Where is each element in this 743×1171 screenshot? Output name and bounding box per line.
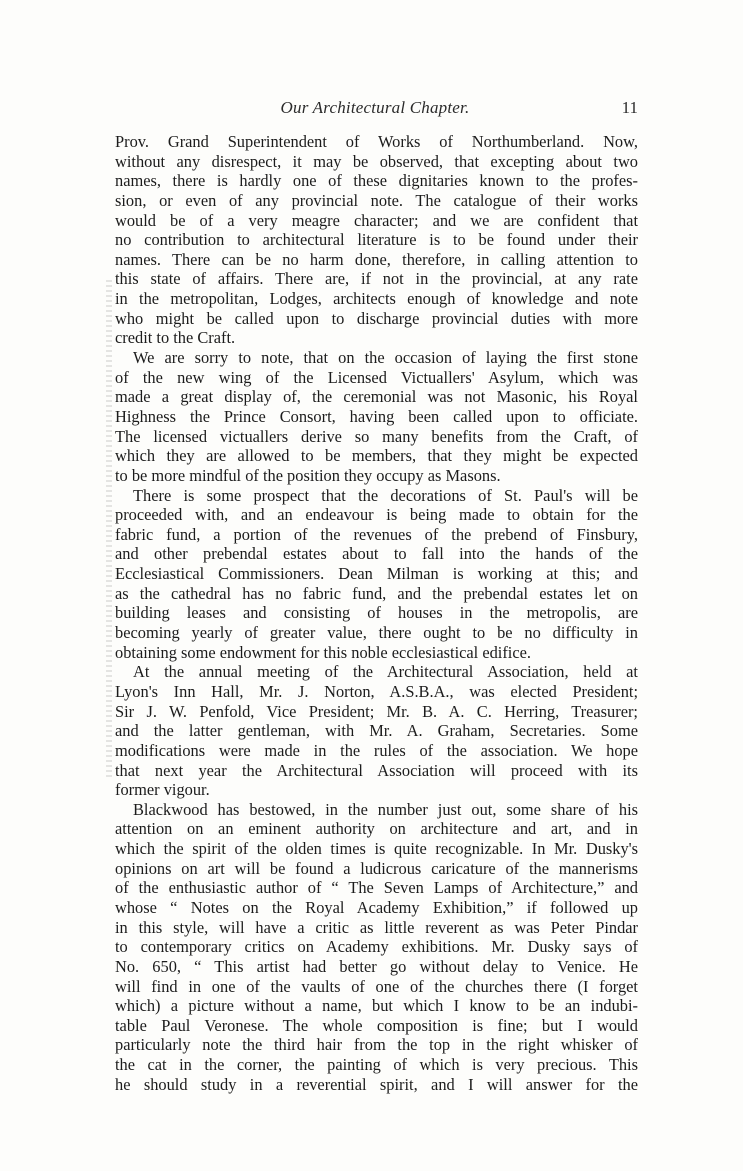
text-line: credit to the Craft.: [115, 328, 236, 348]
text-line: Ecclesiastical Commissioners. Dean Milman is working at this; and: [115, 564, 638, 584]
text-line: No. 650, “ This artist had better go without delay to Venice. He: [115, 956, 638, 976]
text-line: no contribution to architectural literature is to be found under their: [115, 230, 638, 250]
text-line: Lyon's Inn Hall, Mr. J. Norton, A.S.B.A., was elected President;: [115, 681, 638, 701]
text-line: particularly note the third hair from the top in the right whisker of: [115, 1035, 638, 1055]
text-line: of the enthusiastic author of “ The Seven Lamps of Architecture,” and: [115, 878, 638, 898]
text-line: Prov. Grand Superintendent of Works of Northumberland. Now,: [115, 132, 638, 151]
text-line: and the latter gentleman, with Mr. A. Graham, Secretaries. Some: [115, 721, 638, 741]
text-line: There is some prospect that the decorations of St. Paul's will be: [133, 485, 638, 505]
text-line: of the new wing of the Licensed Victuallers' Asylum, which was: [115, 367, 638, 387]
text-line: will find in one of the vaults of one of the churches there (I forget: [115, 976, 638, 996]
text-line: At the annual meeting of the Architectural Association, held at: [133, 662, 638, 682]
text-line: modifications were made in the rules of the association. We hope: [115, 740, 638, 760]
text-line: Sir J. W. Penfold, Vice President; Mr. B. A. C. Herring, Treasurer;: [115, 701, 638, 721]
running-title: Our Architectural Chapter.: [280, 98, 470, 117]
text-line: Highness the Prince Consort, having been called upon to officiate.: [115, 406, 638, 426]
text-line: attention on an eminent authority on architecture and art, and in: [115, 819, 638, 839]
text-line: fabric fund, a portion of the revenues of the prebend of Finsbury,: [115, 524, 638, 544]
page-header: [112, 98, 638, 124]
text-line: the cat in the corner, the painting of which is very precious. This: [115, 1055, 638, 1075]
page-number: 11: [621, 98, 638, 117]
body-text: [115, 132, 638, 1094]
text-line: opinions on art will be found a ludicrous caricature of the mannerisms: [115, 858, 638, 878]
text-line: who might be called upon to discharge provincial duties with more: [115, 308, 638, 328]
text-line: made a great display of, the ceremonial was not Masonic, his Royal: [115, 387, 638, 407]
text-line: in the metropolitan, Lodges, architects enough of knowledge and note: [115, 289, 638, 309]
text-line: Blackwood has bestowed, in the number just out, some share of his: [133, 799, 638, 819]
text-line: becoming yearly of greater value, there ought to be no difficulty in: [115, 623, 638, 643]
text-line: former vigour.: [115, 780, 210, 800]
text-line: names, there is hardly one of these dignitaries known to the profes-: [115, 171, 638, 191]
text-line: would be of a very meagre character; and we are confident that: [115, 210, 638, 230]
text-line: to contemporary critics on Academy exhibitions. Mr. Dusky says of: [115, 937, 638, 957]
text-line: this state of affairs. There are, if not in the provincial, at any rate: [115, 269, 638, 289]
text-line: table Paul Veronese. The whole composition is fine; but I would: [115, 1015, 638, 1035]
text-line: without any disrespect, it may be observed, that excepting about two: [115, 151, 638, 171]
text-line: We are sorry to note, that on the occasion of laying the first stone: [133, 348, 638, 368]
text-line: as the cathedral has no fabric fund, and the prebendal estates let on: [115, 583, 638, 603]
text-line: which they are allowed to be members, that they might be expected: [115, 446, 638, 466]
text-line: in this style, will have a critic as little reverent as was Peter Pindar: [115, 917, 638, 937]
text-line: whose “ Notes on the Royal Academy Exhibition,” if followed up: [115, 897, 638, 917]
text-line: he should study in a reverential spirit, and I will answer for the: [115, 1074, 638, 1094]
text-line: which the spirit of the olden times is quite recognizable. In Mr. Dusky's: [115, 839, 638, 859]
text-line: proceeded with, and an endeavour is being made to obtain for the: [115, 505, 638, 525]
text-line: which) a picture without a name, but which I know to be an indubi-: [115, 996, 638, 1016]
binding-shadow: [106, 280, 112, 780]
text-line: building leases and consisting of houses in the metropolis, are: [115, 603, 638, 623]
text-line: The licensed victuallers derive so many benefits from the Craft, of: [115, 426, 638, 446]
text-line: names. There can be no harm done, therefore, in calling attention to: [115, 249, 638, 269]
text-line: and other prebendal estates about to fall into the hands of the: [115, 544, 638, 564]
text-line: to be more mindful of the position they occupy as Masons.: [115, 465, 501, 485]
text-line: that next year the Architectural Association will proceed with its: [115, 760, 638, 780]
text-line: obtaining some endowment for this noble ecclesiastical edifice.: [115, 642, 532, 662]
text-line: sion, or even of any provincial note. The catalogue of their works: [115, 190, 638, 210]
